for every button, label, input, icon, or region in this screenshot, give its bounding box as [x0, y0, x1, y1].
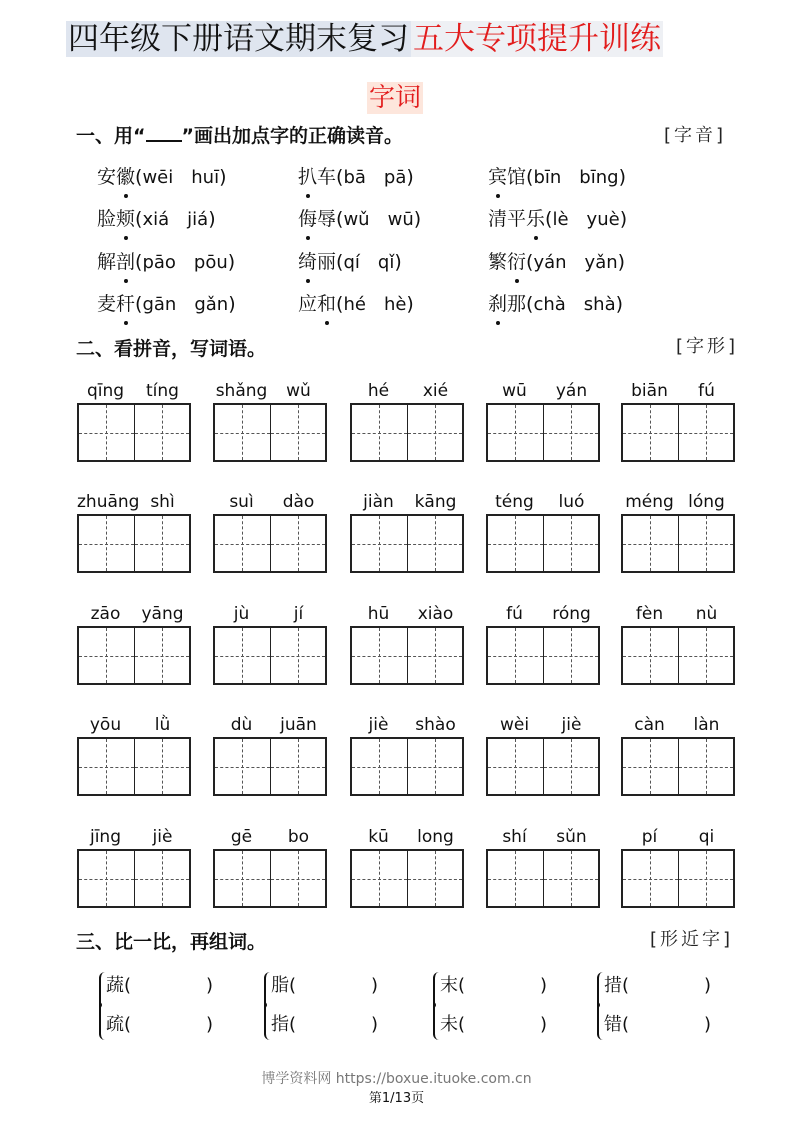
word-writing-group — [213, 380, 327, 464]
similar-char-pair — [597, 970, 727, 1042]
pinyin-option[interactable]: huī — [191, 167, 220, 188]
pinyin-option[interactable]: jiá — [187, 209, 209, 230]
pinyin-label: jiàn — [363, 492, 394, 512]
dotted-character: 和 — [317, 293, 337, 315]
section1-heading-prefix: 一、用“ — [76, 125, 146, 147]
paren-close: ) — [371, 975, 379, 996]
tianzige-box — [350, 514, 464, 573]
char-label: 指( — [271, 1014, 297, 1035]
char-label: 末( — [440, 975, 466, 996]
writing-cell[interactable] — [79, 628, 134, 683]
writing-cell[interactable] — [352, 628, 407, 683]
tianzige-box — [621, 514, 735, 573]
writing-cell[interactable] — [623, 405, 678, 460]
writing-cell[interactable] — [134, 851, 190, 906]
dotted-character: 衍 — [507, 251, 527, 273]
word-blank-row[interactable] — [106, 1013, 214, 1037]
pinyin-option[interactable]: shà — [583, 294, 616, 315]
word-blank-row[interactable] — [604, 1013, 712, 1037]
pinyin-label: jiè — [368, 715, 389, 735]
word-writing-group — [621, 714, 735, 798]
reading-item — [97, 165, 227, 190]
tianzige-box — [621, 626, 735, 685]
pinyin-label: lǜ — [154, 715, 171, 735]
paren-close: ) — [394, 251, 402, 273]
tianzige-box — [77, 403, 191, 462]
writing-cell[interactable] — [678, 739, 734, 794]
word-writing-group — [486, 826, 600, 910]
pinyin-option[interactable]: pā — [383, 167, 407, 188]
section1-heading-suffix: ”画出加点字的正确读音。 — [181, 125, 403, 147]
pinyin-label: bo — [287, 827, 310, 847]
paren-close: ) — [206, 975, 214, 996]
pinyin-option[interactable]: xiá — [142, 209, 170, 230]
tianzige-box — [77, 626, 191, 685]
writing-cell[interactable] — [407, 628, 463, 683]
writing-cell[interactable] — [79, 516, 134, 571]
word-blank-row[interactable] — [604, 974, 712, 998]
pinyin-label: suì — [229, 492, 254, 512]
paren-open: ( — [526, 166, 534, 188]
pinyin-option[interactable]: bīn — [533, 167, 562, 188]
pinyin-option[interactable]: bīng — [579, 167, 619, 188]
pinyin-label: shào — [415, 715, 456, 735]
char-label: 错( — [604, 1014, 630, 1035]
writing-cell[interactable] — [488, 628, 543, 683]
tianzige-box — [350, 737, 464, 796]
pinyin-label: qīng — [86, 381, 125, 401]
pinyin-option[interactable]: bā — [343, 167, 366, 188]
tianzige-box — [77, 514, 191, 573]
tianzige-box — [621, 849, 735, 908]
pinyin-option[interactable]: gān — [142, 294, 177, 315]
pinyin-option[interactable]: yán — [533, 252, 567, 273]
character: 麦 — [97, 293, 117, 315]
writing-cell[interactable] — [407, 851, 463, 906]
tianzige-box — [213, 514, 327, 573]
writing-cell[interactable] — [543, 628, 599, 683]
reading-item — [298, 207, 421, 232]
writing-cell[interactable] — [678, 516, 734, 571]
writing-cell[interactable] — [543, 516, 599, 571]
writing-cell[interactable] — [215, 851, 270, 906]
paren-open: ( — [545, 208, 553, 230]
writing-cell[interactable] — [352, 851, 407, 906]
section2-tag: [字形] — [676, 336, 739, 357]
pinyin-option[interactable]: qí — [343, 252, 360, 273]
paren-close: ) — [371, 1014, 379, 1035]
dotted-character: 刹 — [488, 293, 508, 315]
pinyin-label: jīng — [89, 827, 121, 847]
reading-item — [97, 250, 235, 275]
tianzige-box — [486, 737, 600, 796]
writing-cell[interactable] — [270, 739, 326, 794]
pinyin-label: pí — [641, 827, 658, 847]
tianzige-box — [621, 403, 735, 462]
reading-item — [488, 207, 627, 232]
pinyin-label: hé — [367, 381, 390, 401]
pinyin-label: yán — [555, 381, 588, 401]
pinyin-label: wǔ — [286, 381, 311, 401]
section3-tag: [形近字] — [650, 929, 734, 950]
paren-open: ( — [135, 293, 143, 315]
dotted-character: 剖 — [116, 251, 136, 273]
paren-close: ) — [540, 1014, 548, 1035]
word-writing-group — [621, 491, 735, 575]
pinyin-option[interactable]: hè — [383, 294, 407, 315]
paren-close: ) — [618, 166, 626, 188]
writing-cell[interactable] — [623, 628, 678, 683]
paren-close: ) — [406, 166, 414, 188]
section3-heading: 三、比一比，再组词。 — [76, 931, 267, 953]
pinyin-label: qi — [698, 827, 715, 847]
character: 繁 — [488, 251, 508, 273]
word-writing-group — [77, 826, 191, 910]
pinyin-option[interactable]: gǎn — [194, 294, 229, 315]
pinyin-label: hū — [367, 604, 390, 624]
char-label: 措( — [604, 975, 630, 996]
pinyin-label: long — [417, 827, 454, 847]
pinyin-label: yōu — [89, 715, 122, 735]
writing-cell[interactable] — [543, 739, 599, 794]
char-label: 脂( — [271, 975, 297, 996]
paren-close: ) — [219, 166, 227, 188]
section1-tag: [字音] — [664, 125, 727, 146]
word-writing-group — [621, 380, 735, 464]
tianzige-box — [213, 849, 327, 908]
writing-cell[interactable] — [79, 851, 134, 906]
tianzige-box — [77, 849, 191, 908]
pinyin-label: nù — [695, 604, 718, 624]
pinyin-label: jiè — [561, 715, 582, 735]
word-writing-group — [213, 826, 327, 910]
paren-close: ) — [208, 208, 216, 230]
paren-close: ) — [615, 293, 624, 315]
character: 安 — [97, 166, 117, 188]
tianzige-box — [486, 626, 600, 685]
reading-item — [488, 292, 623, 317]
paren-close: ) — [704, 1014, 712, 1035]
pinyin-option[interactable]: yuè — [586, 209, 620, 230]
pinyin-label: juān — [280, 715, 317, 735]
dotted-character: 侮 — [298, 208, 318, 230]
reading-item — [298, 165, 414, 190]
pinyin-label: kū — [368, 827, 389, 847]
writing-cell[interactable] — [79, 739, 134, 794]
word-writing-group — [350, 491, 464, 575]
char-label: 疏( — [106, 1014, 132, 1035]
pinyin-label: wū — [502, 381, 527, 401]
paren-close: ) — [413, 208, 422, 230]
pinyin-label: xiào — [417, 604, 454, 624]
word-writing-group — [350, 380, 464, 464]
writing-cell[interactable] — [134, 405, 190, 460]
pinyin-label: dào — [282, 492, 315, 512]
char-label: 未( — [440, 1014, 466, 1035]
pinyin-label: làn — [693, 715, 720, 735]
paren-open: ( — [135, 166, 143, 188]
paren-open: ( — [135, 251, 143, 273]
paren-open: ( — [336, 293, 344, 315]
paren-open: ( — [336, 208, 344, 230]
pinyin-label: kāng — [414, 492, 457, 512]
reading-item — [488, 165, 626, 190]
reading-item — [97, 207, 216, 232]
tianzige-box — [486, 514, 600, 573]
writing-cell[interactable] — [270, 851, 326, 906]
pinyin-label: lóng — [688, 492, 725, 512]
writing-cell[interactable] — [488, 851, 543, 906]
pinyin-option[interactable]: wū — [387, 209, 414, 230]
tianzige-box — [486, 849, 600, 908]
writing-cell[interactable] — [352, 405, 407, 460]
word-blank-row[interactable] — [106, 974, 214, 998]
word-writing-group — [77, 714, 191, 798]
writing-cell[interactable] — [79, 405, 134, 460]
pinyin-label: sǔn — [556, 827, 587, 847]
writing-cell[interactable] — [678, 405, 734, 460]
tianzige-box — [350, 403, 464, 462]
word-writing-group — [621, 826, 735, 910]
writing-cell[interactable] — [407, 516, 463, 571]
word-writing-group — [486, 491, 600, 575]
writing-cell[interactable] — [488, 516, 543, 571]
character: 那 — [507, 293, 527, 315]
pinyin-option[interactable]: wǔ — [343, 209, 370, 230]
paren-close: ) — [619, 208, 628, 230]
word-blank-row[interactable] — [440, 1013, 548, 1037]
pinyin-option[interactable]: qǐ — [377, 252, 395, 273]
word-writing-group — [350, 603, 464, 687]
word-writing-group — [486, 603, 600, 687]
word-writing-group — [350, 826, 464, 910]
pinyin-option[interactable]: pāo — [142, 252, 176, 273]
pinyin-label: biān — [631, 381, 668, 401]
pinyin-label: tíng — [146, 381, 179, 401]
pinyin-label: shǎng — [215, 381, 268, 401]
writing-cell[interactable] — [623, 851, 678, 906]
reading-item — [97, 292, 236, 317]
tianzige-box — [350, 849, 464, 908]
reading-item — [298, 250, 402, 275]
writing-cell[interactable] — [134, 628, 190, 683]
pinyin-label: wèi — [499, 715, 530, 735]
pinyin-label: yāng — [141, 604, 184, 624]
writing-cell[interactable] — [134, 516, 190, 571]
writing-cell[interactable] — [407, 739, 463, 794]
title-black-part: 四年级下册语文期末复习 — [68, 21, 409, 57]
similar-char-pair — [99, 970, 229, 1042]
writing-cell[interactable] — [678, 628, 734, 683]
dotted-character: 扒 — [298, 166, 318, 188]
writing-cell[interactable] — [352, 739, 407, 794]
paren-open: ( — [135, 208, 143, 230]
reading-item — [298, 292, 414, 317]
tianzige-box — [621, 737, 735, 796]
word-writing-group — [621, 603, 735, 687]
paren-close: ) — [206, 1014, 214, 1035]
writing-cell[interactable] — [215, 739, 270, 794]
paren-close: ) — [227, 251, 236, 273]
word-writing-group — [486, 380, 600, 464]
pinyin-option[interactable]: chà — [533, 294, 566, 315]
writing-cell[interactable] — [270, 516, 326, 571]
tianzige-box — [77, 737, 191, 796]
dotted-character: 徽 — [116, 166, 136, 188]
tianzige-box — [213, 737, 327, 796]
dotted-character: 宾 — [488, 166, 508, 188]
writing-cell[interactable] — [488, 739, 543, 794]
pinyin-label: fú — [506, 604, 523, 624]
pinyin-label: shì — [150, 492, 175, 512]
pinyin-label: gē — [230, 827, 253, 847]
paren-open: ( — [526, 251, 534, 273]
dotted-character: 绮 — [298, 251, 318, 273]
footer-site: 博学资料网 https://boxue.ituoke.com.cn — [261, 1071, 532, 1087]
writing-cell[interactable] — [215, 405, 270, 460]
writing-cell[interactable] — [407, 405, 463, 460]
tianzige-box — [486, 403, 600, 462]
dotted-character: 颊 — [116, 208, 136, 230]
similar-char-pair — [264, 970, 394, 1042]
pinyin-option[interactable]: yǎn — [584, 252, 618, 273]
word-writing-group — [213, 491, 327, 575]
paren-close: ) — [617, 251, 626, 273]
writing-cell[interactable] — [488, 405, 543, 460]
dotted-character: 秆 — [116, 293, 136, 315]
pinyin-label: róng — [552, 604, 591, 624]
character: 辱 — [317, 208, 337, 230]
pinyin-label: jí — [293, 604, 304, 624]
writing-cell[interactable] — [623, 516, 678, 571]
writing-cell[interactable] — [543, 405, 599, 460]
tianzige-box — [350, 626, 464, 685]
pinyin-label: shí — [502, 827, 527, 847]
tianzige-box — [213, 626, 327, 685]
writing-cell[interactable] — [623, 739, 678, 794]
paren-close: ) — [406, 293, 414, 315]
character: 平 — [507, 208, 527, 230]
pinyin-label: méng — [625, 492, 674, 512]
word-writing-group — [350, 714, 464, 798]
page-subtitle: 字词 — [369, 83, 422, 113]
pinyin-option[interactable]: lè — [552, 209, 569, 230]
pinyin-label: fú — [698, 381, 715, 401]
section2-heading: 二、看拼音，写词语。 — [76, 338, 267, 360]
writing-cell[interactable] — [352, 516, 407, 571]
page-number: 第1/13页 — [368, 1091, 425, 1106]
character: 馆 — [507, 166, 527, 188]
word-blank-row[interactable] — [440, 974, 548, 998]
word-writing-group — [77, 491, 191, 575]
char-label: 蔬( — [106, 975, 132, 996]
word-writing-group — [77, 603, 191, 687]
paren-close: ) — [540, 975, 548, 996]
word-blank-row[interactable] — [271, 974, 379, 998]
character: 丽 — [317, 251, 337, 273]
word-writing-group — [213, 714, 327, 798]
word-writing-group — [77, 380, 191, 464]
character: 脸 — [97, 208, 117, 230]
pinyin-label: jù — [233, 604, 250, 624]
pinyin-label: téng — [495, 492, 534, 512]
character: 应 — [298, 293, 318, 315]
pinyin-label: xié — [422, 381, 449, 401]
writing-cell[interactable] — [678, 851, 734, 906]
paren-open: ( — [336, 251, 344, 273]
paren-open: ( — [336, 166, 344, 188]
page-title — [66, 21, 663, 57]
word-writing-group — [486, 714, 600, 798]
paren-close: ) — [228, 293, 236, 315]
pinyin-label: luó — [558, 492, 585, 512]
pinyin-label: jiè — [152, 827, 173, 847]
tianzige-box — [213, 403, 327, 462]
title-red-part: 五大专项提升训练 — [413, 21, 661, 57]
similar-char-pair — [433, 970, 563, 1042]
writing-cell[interactable] — [215, 628, 270, 683]
writing-cell[interactable] — [270, 628, 326, 683]
pinyin-option[interactable]: pōu — [193, 252, 228, 273]
pinyin-option[interactable]: hé — [343, 294, 366, 315]
word-writing-group — [213, 603, 327, 687]
character: 解 — [97, 251, 117, 273]
dotted-character: 乐 — [526, 208, 546, 230]
pinyin-label: zāo — [90, 604, 121, 624]
pinyin-label: dù — [230, 715, 253, 735]
reading-item — [488, 250, 625, 275]
underline-blank — [146, 124, 182, 142]
writing-cell[interactable] — [270, 405, 326, 460]
character: 清 — [488, 208, 508, 230]
word-blank-row[interactable] — [271, 1013, 379, 1037]
section1-heading — [76, 124, 403, 148]
writing-cell[interactable] — [543, 851, 599, 906]
writing-cell[interactable] — [134, 739, 190, 794]
paren-open: ( — [526, 293, 534, 315]
pinyin-option[interactable]: wēi — [142, 167, 174, 188]
paren-close: ) — [704, 975, 712, 996]
character: 车 — [317, 166, 337, 188]
writing-cell[interactable] — [215, 516, 270, 571]
pinyin-label: fèn — [635, 604, 664, 624]
pinyin-label: zhuāng — [77, 492, 140, 512]
pinyin-label: càn — [634, 715, 665, 735]
